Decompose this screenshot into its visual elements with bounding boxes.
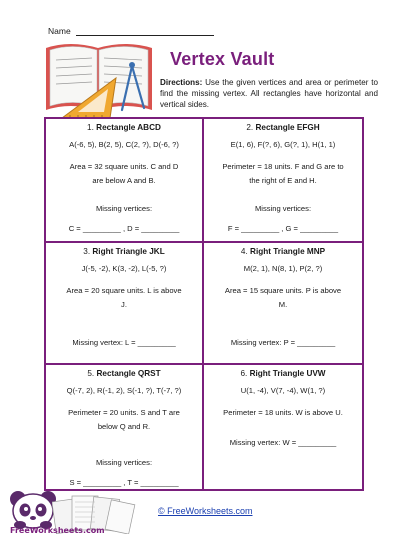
problem-shape: Right Triangle MNP [250,247,326,256]
problem-shape: Right Triangle JKL [92,247,165,256]
answer-line[interactable]: Missing vertex: L = _________ [72,338,176,347]
problem-4 [204,243,362,365]
problem-number: 4. [240,247,248,256]
answer-line[interactable]: F = _________ , G = _________ [227,224,339,233]
missing-label: Missing vertices: [95,204,153,213]
brand-logo-text: FreeWorksheets.com [10,526,105,535]
info-line-2: the right of E and H. [249,176,317,186]
info-line-1: Perimeter = 18 units. W is above U. [223,408,343,418]
answer-line[interactable]: S = _________ , T = _________ [69,478,179,487]
info-line-1: Area = 20 square units. L is above [66,286,182,296]
answer-line[interactable]: Missing vertex: W = _________ [229,438,337,447]
given-vertices: E(1, 6), F(?, 6), G(?, 1), H(1, 1) [230,140,336,150]
problem-number: 3. [83,247,91,256]
problem-3 [46,243,204,365]
problem-2 [204,119,362,243]
problem-shape: Rectangle QRST [96,369,161,378]
missing-label: Missing vertices: [95,458,153,467]
answer-line[interactable]: C = _________ , D = _________ [68,224,180,233]
problem-number: 5. [87,369,95,378]
name-input-line[interactable] [76,27,214,36]
directions-text: Use the given vertices and area or perimeter to find the missing vertex. All rectangles have horizontal and vertical sides. [160,78,378,109]
given-vertices: J(-5, -2), K(3, -2), L(-5, ?) [81,264,167,274]
problem-number: 6. [240,369,248,378]
missing-label: Missing vertices: [254,204,312,213]
directions-label: Directions: [160,78,203,87]
problem-6 [204,365,362,489]
info-line-1: Area = 32 square units. C and D [69,162,179,172]
problem-heading [50,370,198,378]
problem-shape: Rectangle EFGH [255,123,320,132]
answer-line[interactable]: Missing vertex: P = _________ [230,338,336,347]
problem-heading [50,124,198,132]
info-line-2: M. [278,300,288,310]
problem-shape: Rectangle ABCD [96,123,161,132]
given-vertices: A(-6, 5), B(2, 5), C(2, ?), D(-6, ?) [69,140,179,150]
problem-heading [208,124,358,132]
name-label: Name [48,26,71,36]
problem-heading [208,370,358,378]
info-line-2: J. [121,300,127,310]
problem-heading [208,248,358,256]
info-line-2: are below A and B. [92,176,156,186]
worksheet-title: Vertex Vault [170,49,275,69]
footer-link[interactable]: © FreeWorksheets.com [158,506,253,516]
directions [160,77,378,110]
problem-5 [46,365,204,489]
info-line-1: Perimeter = 20 units. S and T are [68,408,180,418]
info-line-1: Area = 15 square units. P is above [224,286,342,296]
info-line-2: below Q and R. [97,422,151,432]
info-line-1: Perimeter = 18 units. F and G are to [222,162,344,172]
problem-grid [44,117,364,491]
problem-number: 2. [246,123,254,132]
book-ruler-compass-icon [40,38,158,120]
problem-shape: Right Triangle UVW [249,369,326,378]
given-vertices: M(2, 1), N(8, 1), P(2, ?) [243,264,323,274]
given-vertices: U(1, -4), V(7, -4), W(1, ?) [240,386,326,396]
problem-number: 1. [87,123,94,132]
problem-1 [46,119,204,243]
problem-heading [50,248,198,256]
name-row [48,26,214,36]
given-vertices: Q(-7, 2), R(-1, 2), S(-1, ?), T(-7, ?) [66,386,182,396]
